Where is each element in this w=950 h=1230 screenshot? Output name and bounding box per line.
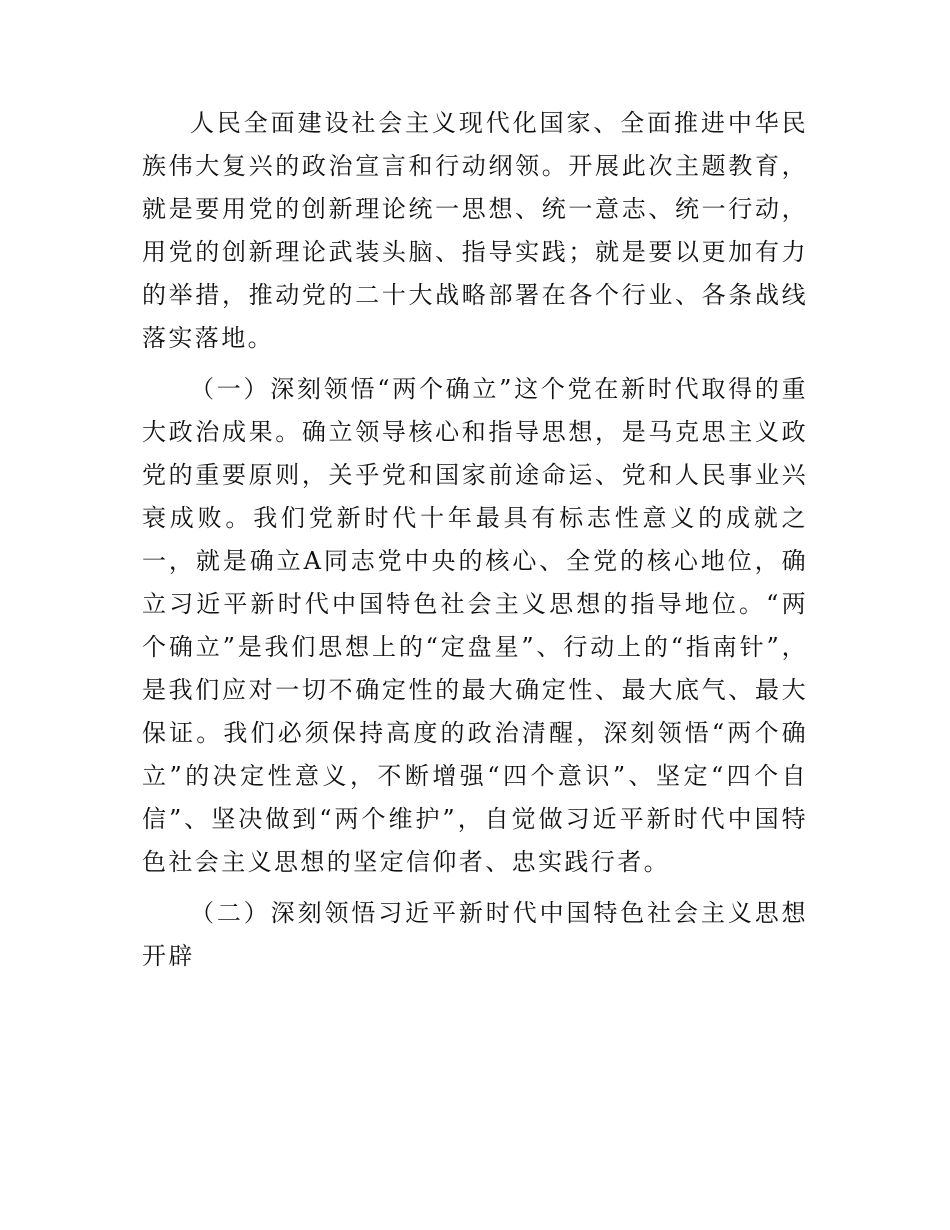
paragraph-2: （一）深刻领悟“两个确立”这个党在新时代取得的重大政治成果。确立领导核心和指导思想，是马克思主义政党的重要原则，关乎党和国家前途命运、党和人民事业兴衰成败。我们党新时代十年最具有标志性意义的成就之一，就是确立A同志党中央的核心、全党的核心地位，确立习近平新时代中国特色社会主义思想的指导地位。“两个确立”是我们思想上的“定盘星”、行动上的“指南针”，是我们应对一切不确定性的最大确定性、最大底气、最大保证。我们必须保持高度的政治清醒，深刻领悟“两个确立”的决定性意义，不断增强“四个意识”、坚定“四个自信”、坚决做到“两个维护”，自觉做习近平新时代中国特色社会主义思想的坚定信仰者、忠实践行者。 — [142, 375, 808, 876]
paragraph-3: （二）深刻领悟习近平新时代中国特色社会主义思想开辟 — [142, 899, 808, 970]
paragraph-1: 人民全面建设社会主义现代化国家、全面推进中华民族伟大复兴的政治宣言和行动纲领。开展此次主题教育，就是要用党的创新理论统一思想、统一意志、统一行动，用党的创新理论武装头脑、指导实践；就是要以更加有力的举措，推动党的二十大战略部署在各个行业、各条战线落实落地。 — [142, 109, 808, 352]
document-body — [142, 102, 808, 986]
